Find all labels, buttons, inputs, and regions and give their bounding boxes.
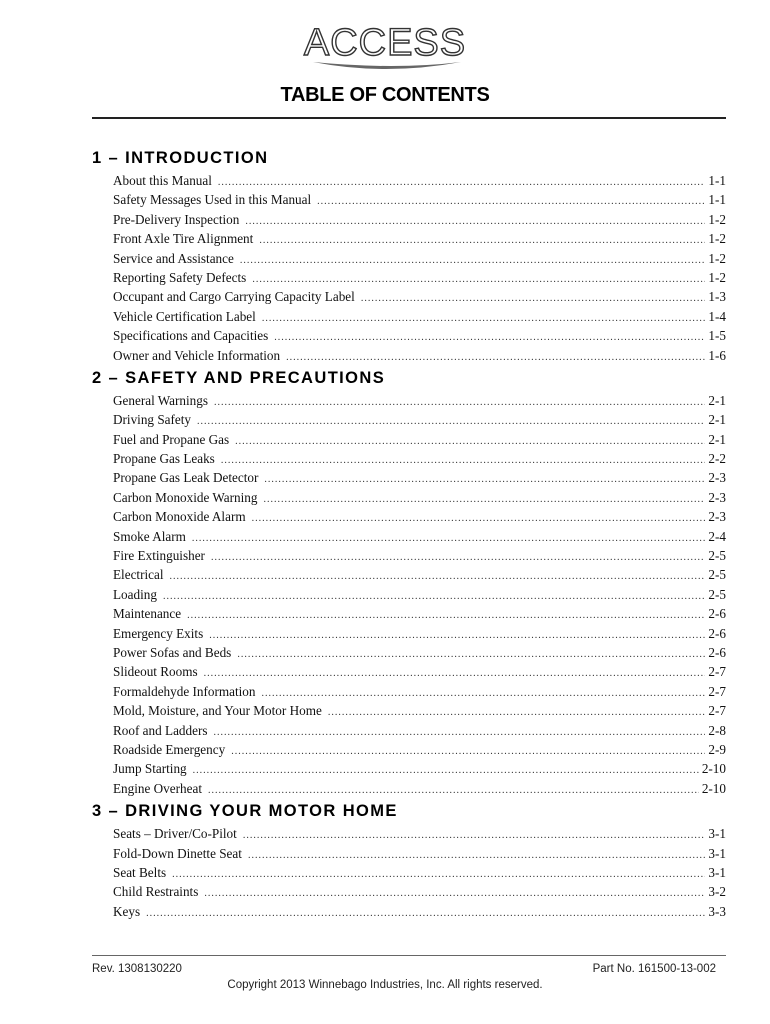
toc-page-number: 3-1 xyxy=(708,845,726,861)
title-divider xyxy=(92,117,726,119)
dot-leader xyxy=(240,251,706,270)
dot-leader xyxy=(263,490,705,509)
toc-page-number: 2-9 xyxy=(708,741,726,757)
toc-entry[interactable] xyxy=(113,824,726,843)
toc-page-number: 2-8 xyxy=(708,722,726,738)
toc-page-number: 2-5 xyxy=(708,567,726,583)
toc-entry-title: Seats – Driver/Co-Pilot xyxy=(113,826,237,842)
toc-entry[interactable] xyxy=(113,346,726,365)
toc-entry[interactable] xyxy=(113,229,726,248)
dot-leader xyxy=(243,826,706,845)
dot-leader xyxy=(274,328,705,347)
toc-entry-title: Slideout Rooms xyxy=(113,664,198,680)
dot-leader xyxy=(214,393,705,412)
toc-entry[interactable] xyxy=(113,902,726,921)
dot-leader xyxy=(259,231,705,250)
dot-leader xyxy=(264,470,705,489)
dot-leader xyxy=(192,529,706,548)
toc-entry[interactable] xyxy=(113,604,726,623)
toc-entry-title: Owner and Vehicle Information xyxy=(113,347,281,363)
toc-page-number: 2-6 xyxy=(708,644,726,660)
toc-page-number: 2-5 xyxy=(708,548,726,564)
toc-entry[interactable] xyxy=(113,624,726,643)
toc-entry[interactable] xyxy=(113,643,726,662)
toc-entry-title: Occupant and Cargo Carrying Capacity Label xyxy=(113,289,355,305)
toc-page-number: 2-7 xyxy=(708,683,726,699)
toc-entry-title: About this Manual xyxy=(113,173,212,188)
dot-leader xyxy=(197,412,705,431)
toc-section xyxy=(92,145,726,365)
toc-page-number: 1-1 xyxy=(708,173,726,188)
toc-entry-title: Reporting Safety Defects xyxy=(113,269,247,285)
dot-leader xyxy=(193,761,699,780)
dot-leader xyxy=(163,587,705,606)
toc-entry[interactable] xyxy=(113,779,726,798)
toc-entry[interactable] xyxy=(113,326,726,345)
toc-entry[interactable] xyxy=(113,410,726,429)
toc-entry-title: Roof and Ladders xyxy=(113,722,208,738)
part-number: Part No. 161500-13-002 xyxy=(592,963,716,975)
toc-entry-title: Fold-Down Dinette Seat xyxy=(113,845,242,861)
toc-entry[interactable] xyxy=(113,190,726,209)
dot-leader xyxy=(211,548,705,567)
dot-leader xyxy=(252,509,706,528)
dot-leader xyxy=(172,865,705,884)
toc-entry[interactable] xyxy=(113,585,726,604)
toc-entry[interactable] xyxy=(113,249,726,268)
toc-page-number: 1-2 xyxy=(708,211,726,227)
toc-content xyxy=(92,145,726,921)
toc-entry[interactable] xyxy=(113,488,726,507)
toc-page-number: 2-7 xyxy=(708,703,726,719)
toc-entry-title: Child Restraints xyxy=(113,884,199,900)
toc-entry[interactable] xyxy=(113,268,726,287)
dot-leader xyxy=(237,645,705,664)
toc-entry[interactable] xyxy=(113,507,726,526)
toc-entry-title: Mold, Moisture, and Your Motor Home xyxy=(113,703,322,719)
toc-page-number: 1-1 xyxy=(708,192,726,208)
toc-entry-title: Propane Gas Leak Detector xyxy=(113,470,259,486)
dot-leader xyxy=(262,309,706,328)
page-title: TABLE OF CONTENTS xyxy=(280,84,490,106)
toc-entry[interactable] xyxy=(113,391,726,410)
toc-entry-title: Electrical xyxy=(113,567,164,583)
dot-leader xyxy=(213,723,705,742)
section-heading: 2 – SAFETY AND PRECAUTIONS xyxy=(92,368,386,387)
toc-section xyxy=(92,365,726,798)
toc-entry[interactable] xyxy=(113,527,726,546)
logo-image xyxy=(285,18,485,74)
toc-page-number: 1-4 xyxy=(708,308,726,324)
toc-entry-title: Specifications and Capacities xyxy=(113,328,269,344)
toc-page-number: 2-1 xyxy=(708,412,726,428)
toc-entry-title: Fuel and Propane Gas xyxy=(113,431,230,447)
toc-page-number: 1-5 xyxy=(708,328,726,344)
toc-entry-title: Formaldehyde Information xyxy=(113,683,256,699)
toc-entry-list xyxy=(113,391,726,798)
toc-entry-title: Carbon Monoxide Alarm xyxy=(113,509,246,525)
toc-section xyxy=(92,798,726,921)
toc-entry-title: Seat Belts xyxy=(113,864,167,880)
toc-page-number: 1-3 xyxy=(708,289,726,305)
toc-entry-title: Carbon Monoxide Warning xyxy=(113,489,258,505)
toc-entry-title: Vehicle Certification Label xyxy=(113,308,256,324)
toc-entry[interactable] xyxy=(113,863,726,882)
toc-entry-title: Jump Starting xyxy=(113,761,187,777)
section-heading: 3 – DRIVING YOUR MOTOR HOME xyxy=(92,802,398,821)
toc-entry-title: Roadside Emergency xyxy=(113,741,226,757)
toc-entry[interactable] xyxy=(113,844,726,863)
toc-entry[interactable] xyxy=(113,759,726,778)
toc-entry-title: Emergency Exits xyxy=(113,625,204,641)
toc-entry[interactable] xyxy=(113,468,726,487)
toc-page-number: 3-1 xyxy=(708,826,726,842)
toc-entry[interactable] xyxy=(113,565,726,584)
toc-page-number: 1-2 xyxy=(708,269,726,285)
revision-number: Rev. 1308130220 xyxy=(92,963,182,975)
dot-leader xyxy=(328,703,706,722)
toc-entry-title: General Warnings xyxy=(113,392,209,408)
toc-page-number: 3-3 xyxy=(708,903,726,919)
toc-page-number: 2-10 xyxy=(701,780,726,796)
toc-page-number: 1-2 xyxy=(708,231,726,247)
toc-page-number: 2-3 xyxy=(708,470,726,486)
dot-leader xyxy=(187,606,705,625)
dot-leader xyxy=(235,432,705,451)
toc-page-number: 2-10 xyxy=(701,761,726,777)
dot-leader xyxy=(204,884,705,903)
toc-entry-title: Smoke Alarm xyxy=(113,528,186,544)
toc-entry-title: Keys xyxy=(113,903,141,919)
copyright-notice: Copyright 2013 Winnebago Industries, Inc. All rights reserved. xyxy=(227,979,543,991)
dot-leader xyxy=(317,192,705,211)
dot-leader xyxy=(245,212,705,231)
toc-page-number: 2-4 xyxy=(708,528,726,544)
toc-entry-title: Engine Overheat xyxy=(113,780,202,796)
toc-entry[interactable] xyxy=(113,721,726,740)
toc-entry[interactable] xyxy=(113,307,726,326)
toc-entry-title: Service and Assistance xyxy=(113,250,234,266)
access-logo xyxy=(0,18,770,79)
dot-leader xyxy=(209,626,705,645)
toc-entry-title: Maintenance xyxy=(113,606,182,622)
toc-page-number: 2-6 xyxy=(708,606,726,622)
toc-page-number: 2-3 xyxy=(708,489,726,505)
toc-page-number: 2-7 xyxy=(708,664,726,680)
toc-entry[interactable] xyxy=(113,449,726,468)
toc-page-number: 1-6 xyxy=(708,347,726,363)
toc-entry[interactable] xyxy=(113,546,726,565)
toc-page-number: 2-1 xyxy=(708,392,726,408)
footer-divider xyxy=(92,955,726,956)
toc-entry[interactable] xyxy=(113,430,726,449)
toc-entry-title: Loading xyxy=(113,586,157,602)
toc-page-number: 3-1 xyxy=(708,864,726,880)
toc-entry-list xyxy=(113,171,726,365)
dot-leader xyxy=(221,451,706,470)
toc-entry-title: Front Axle Tire Alignment xyxy=(113,231,254,247)
toc-page-number: 2-5 xyxy=(708,586,726,602)
toc-entry-title: Driving Safety xyxy=(113,412,192,428)
toc-entry-title: Fire Extinguisher xyxy=(113,548,205,564)
toc-page-number: 2-6 xyxy=(708,625,726,641)
toc-entry[interactable] xyxy=(113,882,726,901)
toc-page-number: 3-2 xyxy=(708,884,726,900)
toc-entry-title: Power Sofas and Beds xyxy=(113,644,232,660)
toc-entry[interactable] xyxy=(113,287,726,306)
toc-entry[interactable] xyxy=(113,662,726,681)
toc-page-number: 1-2 xyxy=(708,250,726,266)
toc-entry[interactable] xyxy=(113,740,726,759)
dot-leader xyxy=(231,742,705,761)
toc-page-number: 2-1 xyxy=(708,431,726,447)
dot-leader xyxy=(261,684,705,703)
dot-leader xyxy=(146,904,705,923)
logo-text: ACCESS xyxy=(303,22,467,64)
toc-entry[interactable] xyxy=(113,210,726,229)
dot-leader xyxy=(170,567,706,586)
toc-page-number: 2-2 xyxy=(708,451,726,467)
toc-page-number: 2-3 xyxy=(708,509,726,525)
toc-entry-title: Propane Gas Leaks xyxy=(113,451,215,467)
dot-leader xyxy=(248,846,705,865)
toc-entry-list xyxy=(113,824,726,921)
toc-entry[interactable] xyxy=(113,171,726,190)
toc-entry-title: Safety Messages Used in this Manual xyxy=(113,192,312,208)
toc-entry[interactable] xyxy=(113,701,726,720)
toc-entry[interactable] xyxy=(113,682,726,701)
dot-leader xyxy=(204,664,706,683)
dot-leader xyxy=(361,289,706,308)
section-heading: 1 – INTRODUCTION xyxy=(92,149,269,167)
toc-entry-title: Pre-Delivery Inspection xyxy=(113,211,240,227)
